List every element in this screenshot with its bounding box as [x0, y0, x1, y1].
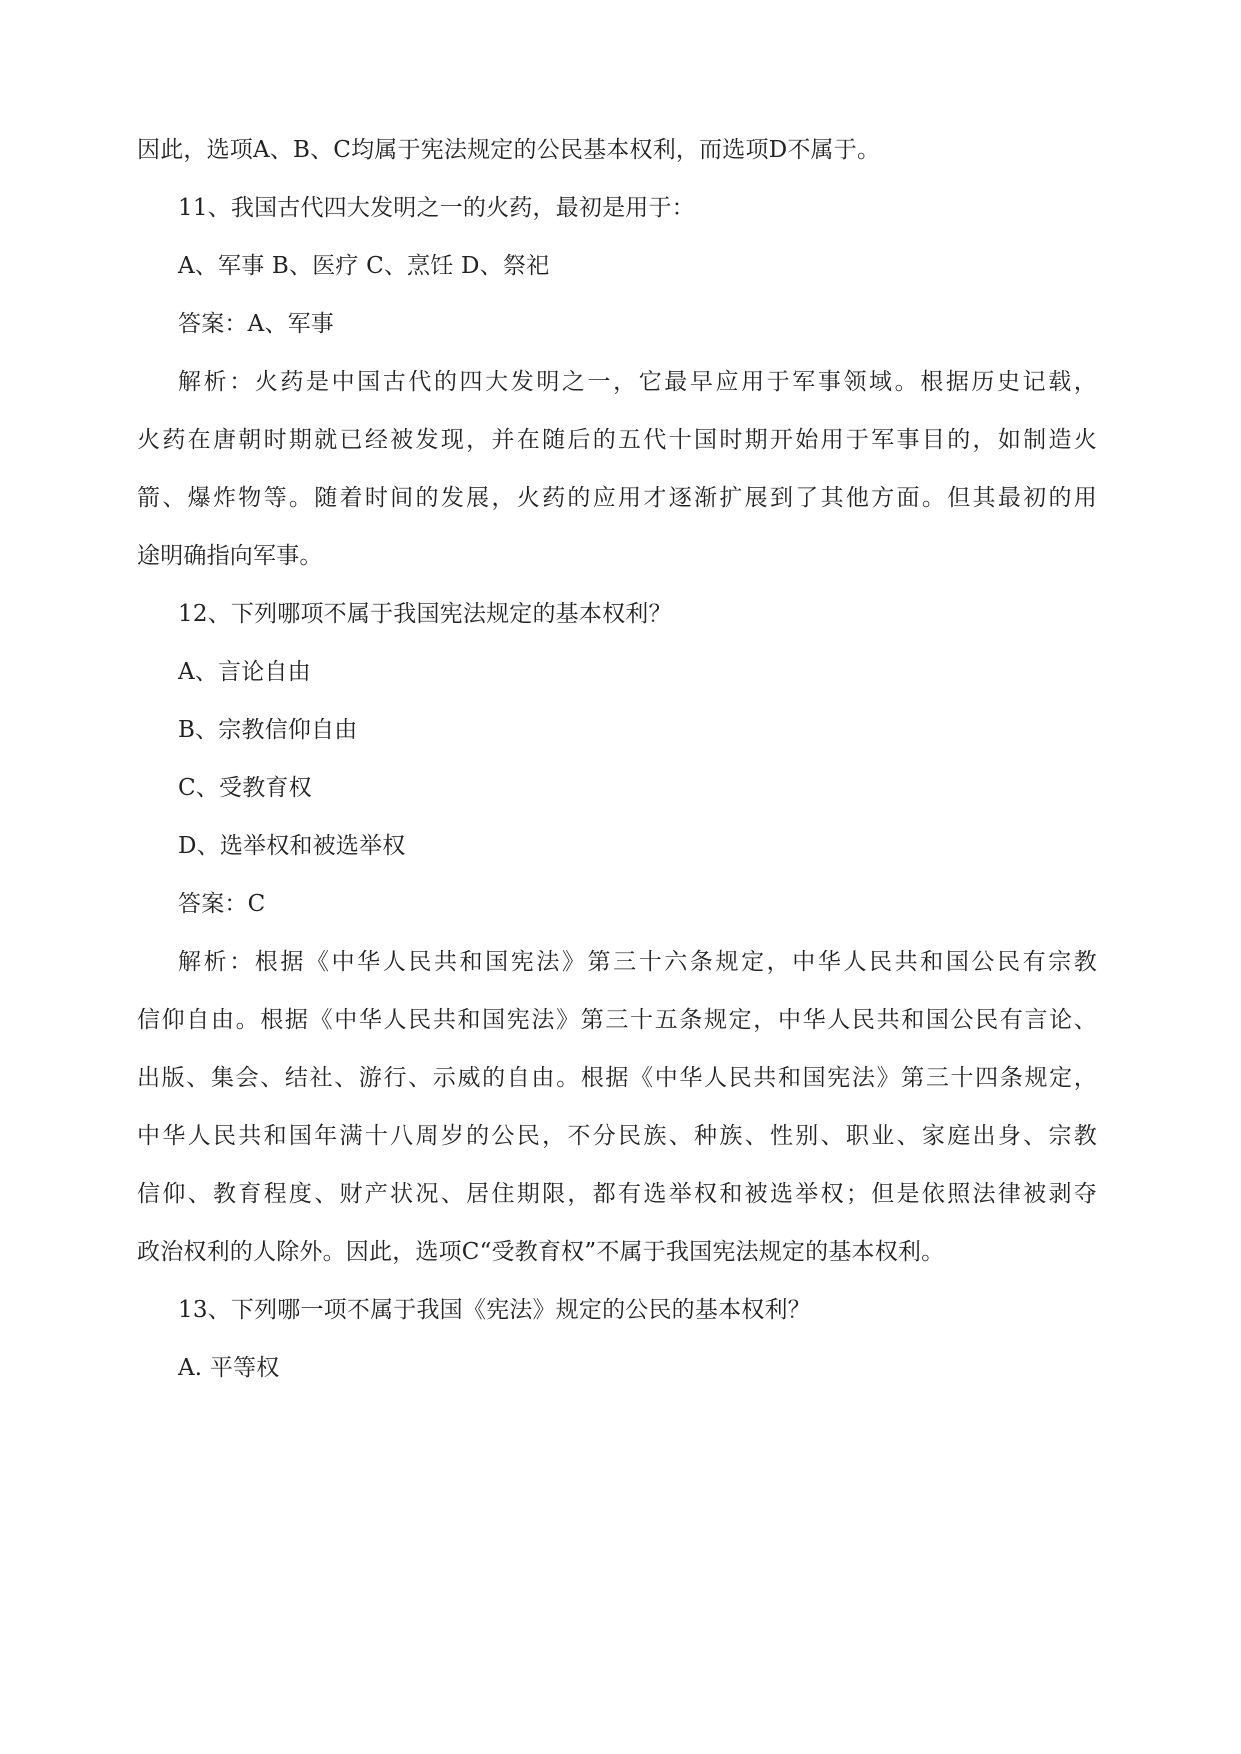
question-12-analysis-line-1: 解析：根据《中华人民共和国宪法》第三十六条规定，中华人民共和国公民有宗教: [178, 949, 1097, 975]
question-13-option-a: A. 平等权: [178, 1355, 280, 1381]
question-11-stem: 11、我国古代四大发明之一的火药，最初是用于：: [178, 195, 695, 221]
question-12-option-b: B、宗教信仰自由: [178, 717, 358, 743]
question-12-stem: 12、下列哪项不属于我国宪法规定的基本权利？: [178, 601, 672, 627]
question-12-analysis-line-4: 中华人民共和国年满十八周岁的公民，不分民族、种族、性别、职业、家庭出身、宗教: [137, 1123, 1097, 1149]
question-12-option-c: C、受教育权: [178, 775, 312, 801]
question-11-options: A、军事 B、医疗 C、烹饪 D、祭祀: [178, 253, 550, 279]
question-11-analysis-line-2: 火药在唐朝时期就已经被发现，并在随后的五代十国时期开始用于军事目的，如制造火: [137, 427, 1097, 453]
question-11-answer: 答案：A、军事: [178, 311, 335, 337]
question-12-analysis-line-6: 政治权利的人除外。因此，选项C“受教育权”不属于我国宪法规定的基本权利。: [137, 1239, 945, 1265]
question-12-option-a: A、言论自由: [178, 659, 311, 685]
question-12-analysis-line-3: 出版、集会、结社、游行、示威的自由。根据《中华人民共和国宪法》第三十四条规定，: [137, 1065, 1097, 1091]
question-11-analysis-line-4: 途明确指向军事。: [137, 543, 323, 569]
question-12-analysis-line-5: 信仰、教育程度、财产状况、居住期限，都有选举权和被选举权；但是依照法律被剥夺: [137, 1181, 1097, 1207]
question-12-option-d: D、选举权和被选举权: [178, 833, 406, 859]
question-12-answer: 答案：C: [178, 891, 266, 917]
question-12-analysis-line-2: 信仰自由。根据《中华人民共和国宪法》第三十五条规定，中华人民共和国公民有言论、: [137, 1007, 1097, 1033]
question-11-analysis-line-3: 箭、爆炸物等。随着时间的发展，火药的应用才逐渐扩展到了其他方面。但其最初的用: [137, 485, 1097, 511]
paragraph-q10-conclusion: 因此，选项A、B、C均属于宪法规定的公民基本权利，而选项D不属于。: [137, 137, 881, 163]
question-13-stem: 13、下列哪一项不属于我国《宪法》规定的公民的基本权利？: [178, 1297, 811, 1323]
question-11-analysis-line-1: 解析：火药是中国古代的四大发明之一，它最早应用于军事领域。根据历史记载，: [178, 369, 1097, 395]
